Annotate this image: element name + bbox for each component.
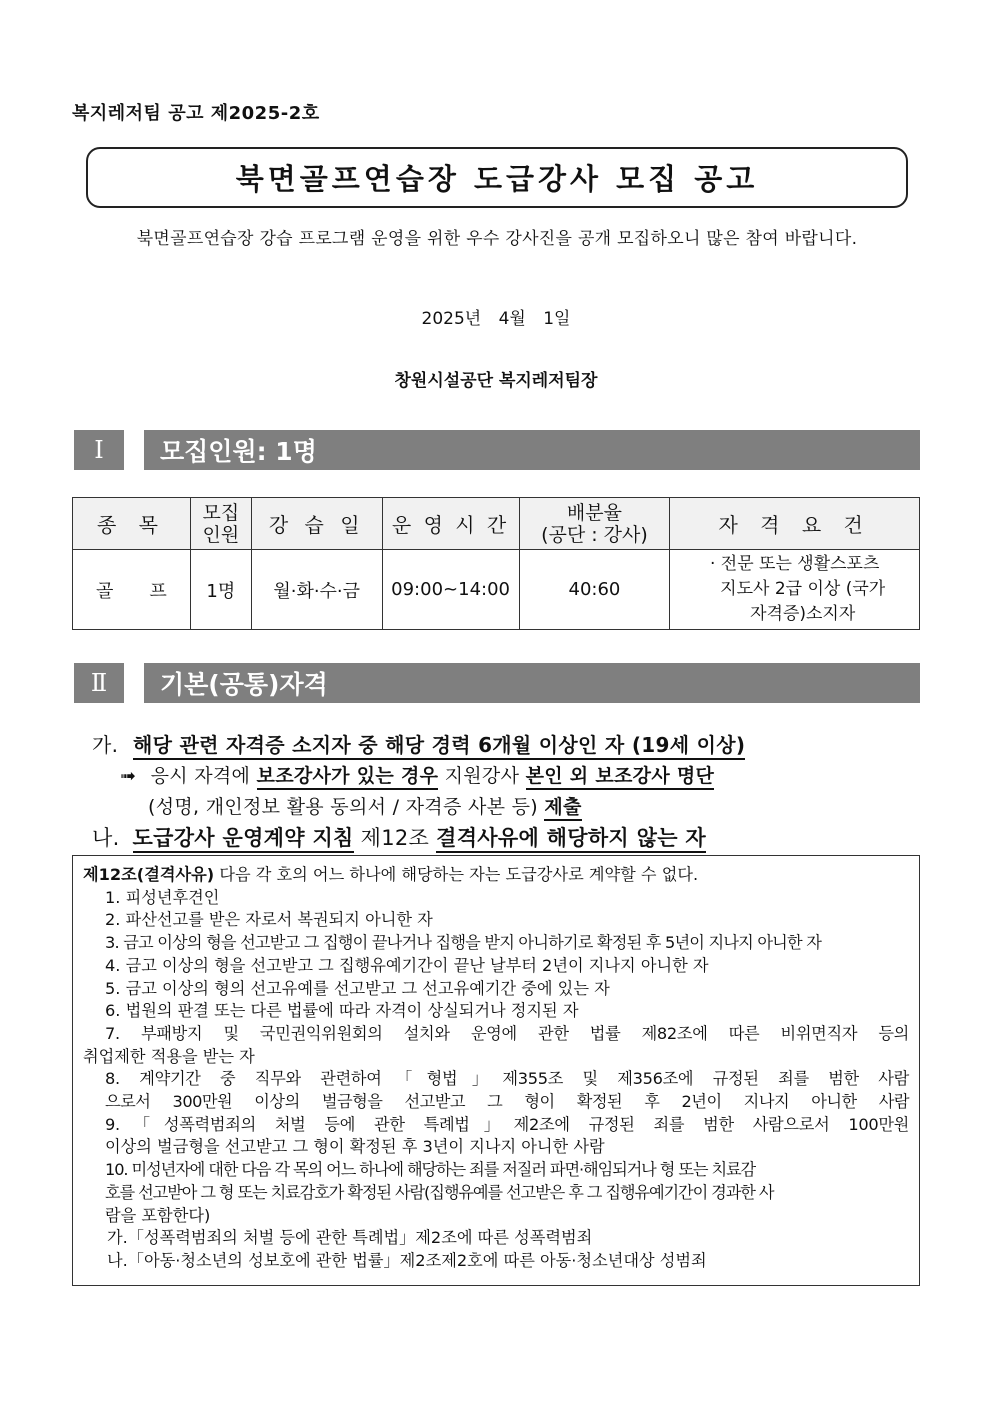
- cell-count: 1명: [190, 550, 251, 630]
- article12-box: [72, 855, 920, 1286]
- list-item: 1. 피성년후견인: [105, 887, 220, 907]
- notice-number: 복지레저팀 공고 제2025-2호: [72, 103, 320, 124]
- header-ratio-line2: (공단 : 강사): [541, 523, 648, 546]
- item-na: [92, 822, 706, 852]
- list-item: 2. 파산선고를 받은 자로서 복권되지 아니한 자: [105, 910, 433, 930]
- section1-title: 모집인원: 1명: [144, 430, 920, 470]
- arrow-text6: 제출: [544, 796, 581, 821]
- arrow-text1: 응시 자격에: [150, 765, 251, 787]
- section2-title: 기본(공통)자격: [144, 663, 920, 703]
- table-header-row: [73, 498, 920, 550]
- arrow-icon: ➟: [120, 765, 137, 787]
- article-heading-rest: 다음 각 호의 어느 하나에 해당하는 자는 도급강사로 계약할 수 없다.: [219, 865, 699, 884]
- cell-hours: 09:00~14:00: [382, 550, 519, 630]
- item-ga-text: 해당 관련 자격증 소지자 중 해당 경력 6개월 이상인 자 (19세 이상): [133, 733, 745, 760]
- list-item-10a: 10. 미성년자에 대한 다음 각 목의 어느 하나에 해당하는 죄를 저질러 파면·해임되거나 형 또는 치료감: [105, 1160, 756, 1180]
- intro-text: 북면골프연습장 강습 프로그램 운영을 위한 우수 강사진을 공개 모집하오니 많은 참여 바랍니다.: [136, 229, 858, 249]
- list-item-9b: 이상의 벌금형을 선고받고 그 형이 확정된 후 3년이 지나지 아니한 사람: [105, 1137, 605, 1157]
- item-na-prefix: 나.: [92, 826, 120, 850]
- list-item: 3. 금고 이상의 형을 선고받고 그 집행이 끝나거나 집행을 받지 아니하기로 확정된 후 5년이 지나지 아니한 자: [105, 933, 822, 953]
- item-na-text2: 제12조: [360, 826, 430, 850]
- arrow-text4: 본인 외 보조강사 명단: [526, 765, 715, 790]
- list-item: 5. 금고 이상의 형의 선고유예를 선고받고 그 선고유예기간 중에 있는 자: [105, 978, 610, 998]
- list-item: 6. 법원의 판결 또는 다른 법률에 따라 자격이 상실되거나 정지된 자: [105, 1001, 579, 1021]
- arrow-text5: (성명, 개인정보 활용 동의서 / 자격증 사본 등): [148, 796, 538, 818]
- issuer: 창원시설공단 복지레저팀장: [394, 371, 598, 391]
- qual-line3: 자격증)소지자: [750, 604, 856, 624]
- arrow-text2: 보조강사가 있는 경우: [257, 765, 439, 790]
- page-title: 북면골프연습장 도급강사 모집 공고: [235, 162, 759, 196]
- list-item-8b: 으로서 300만원 이상의 벌금형을 선고받고 그 형이 확정된 후 2년이 지나지 아니한 사람: [105, 1092, 909, 1112]
- qual-line2: 지도사 2급 이상 (국가: [720, 579, 886, 599]
- section1-number: Ⅰ: [74, 430, 124, 470]
- article-heading: 제12조(결격사유): [83, 865, 215, 884]
- notice-date: 2025년 4월 1일: [421, 309, 571, 329]
- item-na-text1: 도급강사 운영계약 지침: [133, 826, 354, 853]
- list-item: 4. 금고 이상의 형을 선고받고 그 집행유예기간이 끝난 날부터 2년이 지나지 아니한 자: [105, 955, 709, 975]
- item-ga-prefix: 가.: [92, 733, 119, 757]
- header-count: [190, 498, 251, 550]
- list-subitem-na: 나.「아동·청소년의 성보호에 관한 법률」제2조제2호에 따른 아동·청소년대상 성범죄: [107, 1250, 707, 1270]
- list-item-7a: 7. 부패방지 및 국민권익위원회의 설치와 운영에 관한 법률 제82조에 따른 비위면직자 등의: [105, 1023, 909, 1043]
- item-arrow: [120, 761, 714, 788]
- title-box: [86, 147, 908, 208]
- header-days: 강 습 일: [251, 498, 382, 550]
- list-item-7b: 취업제한 적용을 받는 자: [83, 1046, 255, 1066]
- list-subitem-ga: 가.「성폭력범죄의 처벌 등에 관한 특례법」제2조에 따른 성폭력범죄: [107, 1228, 593, 1248]
- cell-item: 골 프: [73, 550, 191, 630]
- header-count-line1: 모집: [202, 501, 240, 524]
- item-ga: [92, 729, 745, 758]
- list-item-8a: 8. 계약기간 중 직무와 관련하여「형법」제355조 및 제356조에 규정된 죄를 범한 사람: [105, 1069, 909, 1089]
- item-arrow-cont: [148, 792, 582, 819]
- header-ratio: [519, 498, 670, 550]
- item-na-text3: 결격사유에 해당하지 않는 자: [436, 826, 706, 853]
- header-ratio-line1: 배분율: [566, 501, 622, 524]
- list-item-10b: 호를 선고받아 그 형 또는 치료감호가 확정된 사람(집행유예를 선고받은 후 그 집행유예기간이 경과한 사: [105, 1182, 774, 1202]
- article-heading-line: [83, 864, 909, 887]
- arrow-text3: 지원강사: [444, 765, 520, 787]
- header-hours: 운 영 시 간: [382, 498, 519, 550]
- qual-line1: · 전문 또는 생활스포츠: [709, 554, 880, 574]
- cell-days: 월·화·수·금: [251, 550, 382, 630]
- recruit-table: [72, 497, 920, 630]
- header-count-line2: 인원: [202, 523, 240, 546]
- list-item-10c: 람을 포함한다): [105, 1205, 211, 1225]
- section2-number: Ⅱ: [74, 663, 124, 703]
- table-row: [73, 550, 920, 630]
- cell-qual: [670, 550, 920, 630]
- header-qual: 자 격 요 건: [670, 498, 920, 550]
- list-item-9a: 9.「성폭력범죄의 처벌 등에 관한 특례법」제2조에 규정된 죄를 범한 사람으로서 100만원: [105, 1114, 909, 1134]
- header-item: 종 목: [73, 498, 191, 550]
- cell-ratio: 40:60: [519, 550, 670, 630]
